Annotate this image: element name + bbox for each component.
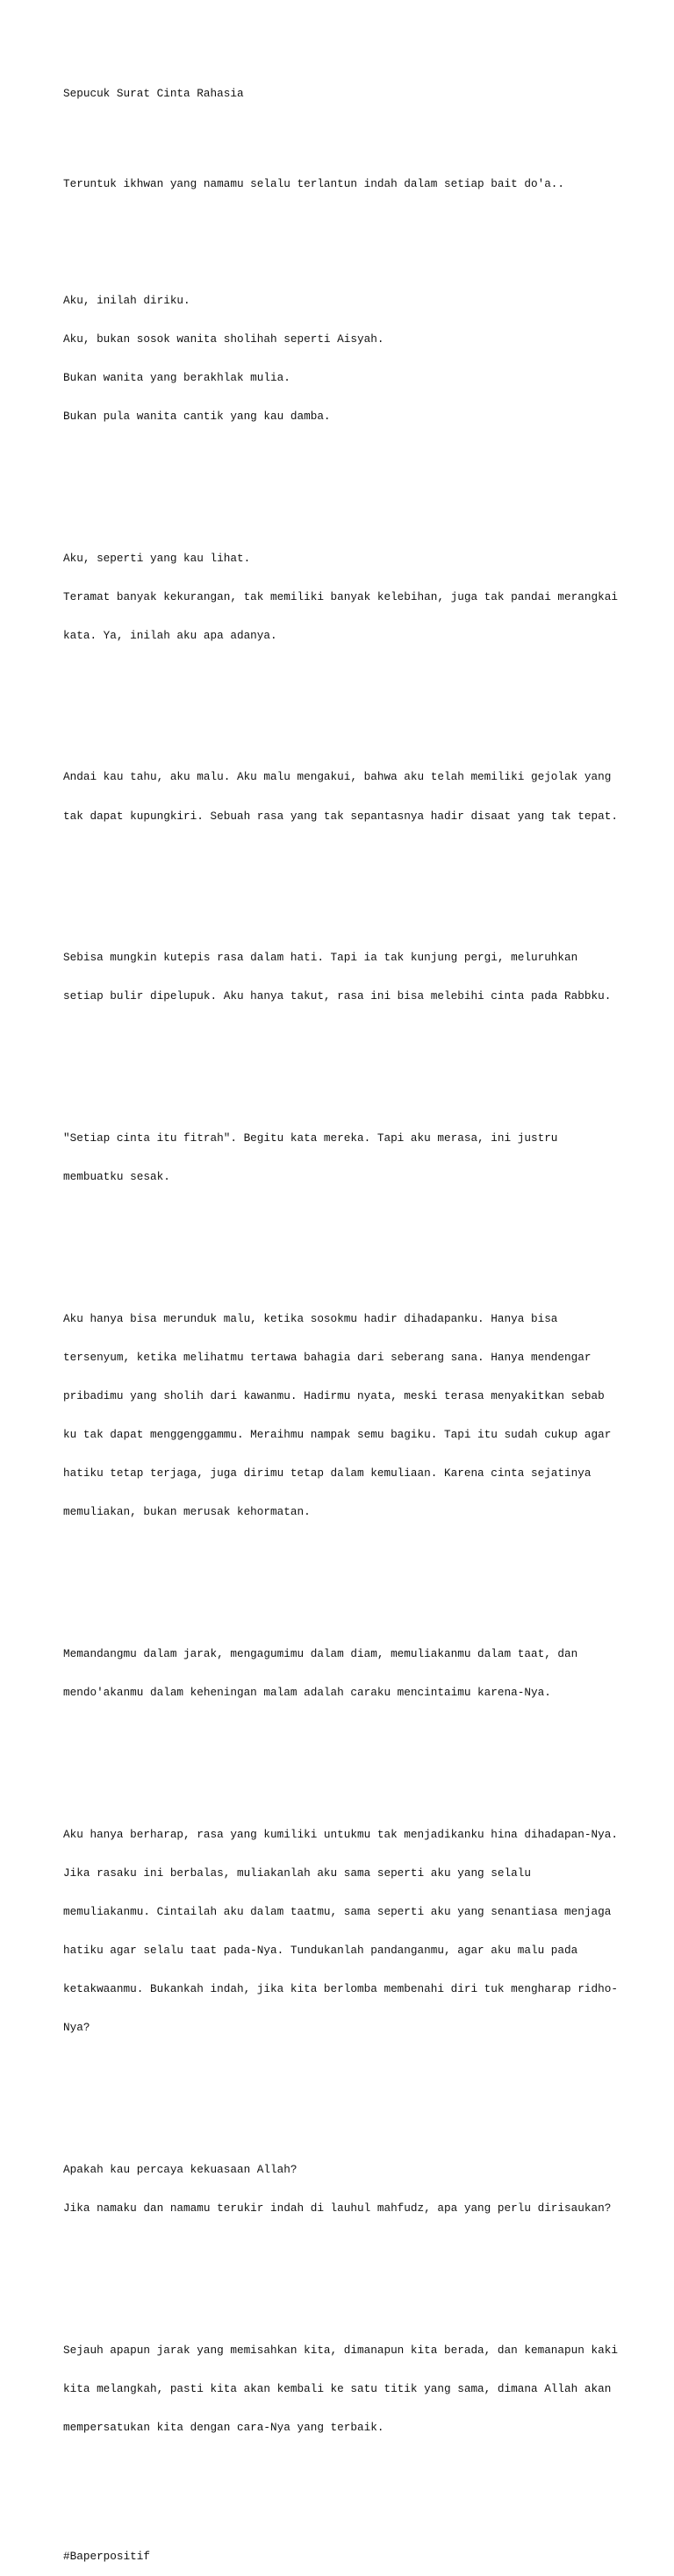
blank-line — [63, 475, 625, 488]
paragraph-line: kata. Ya, inilah aku apa adanya. — [63, 628, 277, 642]
blank-line — [63, 874, 625, 888]
paragraph-line: mempersatukan kita dengan cara-Nya yang terbaik. — [63, 2420, 384, 2434]
paragraph-9 — [63, 2138, 625, 2242]
paragraph-6 — [63, 1287, 625, 1545]
paragraph-line: kita melangkah, pasti kita akan kembali ke satu titik yang sama, dimana Allah akan — [63, 2381, 612, 2395]
blank-line — [63, 1752, 625, 1765]
hashtag: #Baperpositif — [63, 2549, 150, 2563]
paragraph-7 — [63, 1623, 625, 1726]
blank-line — [63, 694, 625, 707]
paragraph-line: Sejauh apapun jarak yang memisahkan kita, dimanapun kita berada, dan kemanapun kaki — [63, 2343, 618, 2357]
blank-line — [63, 2486, 625, 2511]
paragraph-line: hatiku agar selalu taat pada-Nya. Tundukanlah pandanganmu, agar aku malu pada — [63, 1944, 578, 1958]
paragraph-line: Aku hanya bisa merunduk malu, ketika sosokmu hadir dihadapanku. Hanya bisa — [63, 1311, 558, 1325]
paragraph-line: tak dapat kupungkiri. Sebuah rasa yang tak sepantasnya hadir disaat yang tak tepat. — [63, 809, 618, 823]
paragraph-line: ku tak dapat menggenggammu. Meraihmu nampak semu bagiku. Tapi itu sudah cukup agar — [63, 1428, 612, 1442]
paragraph-3 — [63, 746, 625, 849]
blank-line — [63, 2267, 625, 2280]
paragraph-line: tersenyum, ketika melihatmu tertawa bahagia dari seberang sana. Hanya mendengar — [63, 1350, 592, 1364]
paragraph-line: Apakah kau percaya kekuasaan Allah? — [63, 2163, 298, 2176]
paragraph-line: ketakwaanmu. Bukankah indah, jika kita berlomba membenahi diri tuk mengharap ridho- — [63, 1982, 618, 1996]
paragraph-8 — [63, 1802, 625, 2060]
letter-greeting: Teruntuk ikhwan yang namamu selalu terlantun indah dalam setiap bait do'a.. — [63, 177, 565, 191]
paragraph-line: Jika namaku dan namamu terukir indah di lauhul mahfudz, apa yang perlu dirisaukan? — [63, 2201, 612, 2216]
paragraph-line: Bukan wanita yang berakhlak mulia. — [63, 370, 290, 384]
paragraph-10 — [63, 2318, 625, 2460]
letter-title: Sepucuk Surat Cinta Rahasia — [63, 87, 244, 101]
blank-line — [63, 2087, 625, 2100]
paragraph-line: "Setiap cinta itu fitrah". Begitu kata mereka. Tapi aku merasa, ini justru — [63, 1131, 558, 1145]
paragraph-line: membuatku sesak. — [63, 1170, 170, 1184]
blank-line — [63, 217, 625, 230]
paragraph-line: Aku, inilah diriku. — [63, 293, 190, 307]
paragraph-2 — [63, 526, 625, 668]
paragraph-line: hatiku tetap terjaga, juga dirimu tetap dalam kemuliaan. Karena cinta sejatinya — [63, 1466, 592, 1481]
paragraph-line: setiap bulir dipelupuk. Aku hanya takut, rasa ini bisa melebihi cinta pada Rabbku. — [63, 989, 612, 1003]
blank-line — [63, 1236, 625, 1249]
letter-document — [63, 62, 625, 2576]
paragraph-line: Aku hanya berharap, rasa yang kumiliki untukmu tak menjadikanku hina dihadapan-Nya. — [63, 1827, 618, 1841]
paragraph-line: Bukan pula wanita cantik yang kau damba. — [63, 409, 331, 423]
paragraph-1 — [63, 268, 625, 449]
paragraph-line: Sebisa mungkin kutepis rasa dalam hati. Tapi ia tak kunjung pergi, meluruhkan — [63, 951, 578, 965]
paragraph-line: pribadimu yang sholih dari kawanmu. Hadirmu nyata, meski terasa menyakitkan sebab — [63, 1389, 605, 1403]
blank-line — [63, 127, 625, 140]
paragraph-line: mendo'akanmu dalam keheningan malam adalah caraku mencintaimu karena-Nya. — [63, 1686, 551, 1700]
paragraph-line: Nya? — [63, 2021, 90, 2035]
paragraph-line: memuliakanmu. Cintailah aku dalam taatmu, sama seperti aku yang senantiasa menjaga — [63, 1905, 612, 1919]
blank-line — [63, 1055, 625, 1068]
paragraph-line: Jika rasaku ini berbalas, muliakanlah aku sama seperti aku yang selalu — [63, 1866, 531, 1880]
blank-line — [63, 1571, 625, 1584]
paragraph-line: memuliakan, bukan merusak kehormatan. — [63, 1505, 311, 1519]
paragraph-line: Andai kau tahu, aku malu. Aku malu mengakui, bahwa aku telah memiliki gejolak yang — [63, 770, 612, 784]
paragraph-line: Aku, seperti yang kau lihat. — [63, 551, 251, 565]
paragraph-line: Aku, bukan sosok wanita sholihah seperti Aisyah. — [63, 332, 384, 346]
paragraph-5 — [63, 1107, 625, 1210]
paragraph-line: Memandangmu dalam jarak, mengagumimu dalam diam, memuliakanmu dalam taat, dan — [63, 1647, 578, 1661]
paragraph-line: Teramat banyak kekurangan, tak memiliki banyak kelebihan, juga tak pandai merangkai — [63, 589, 618, 603]
paragraph-4 — [63, 926, 625, 1030]
